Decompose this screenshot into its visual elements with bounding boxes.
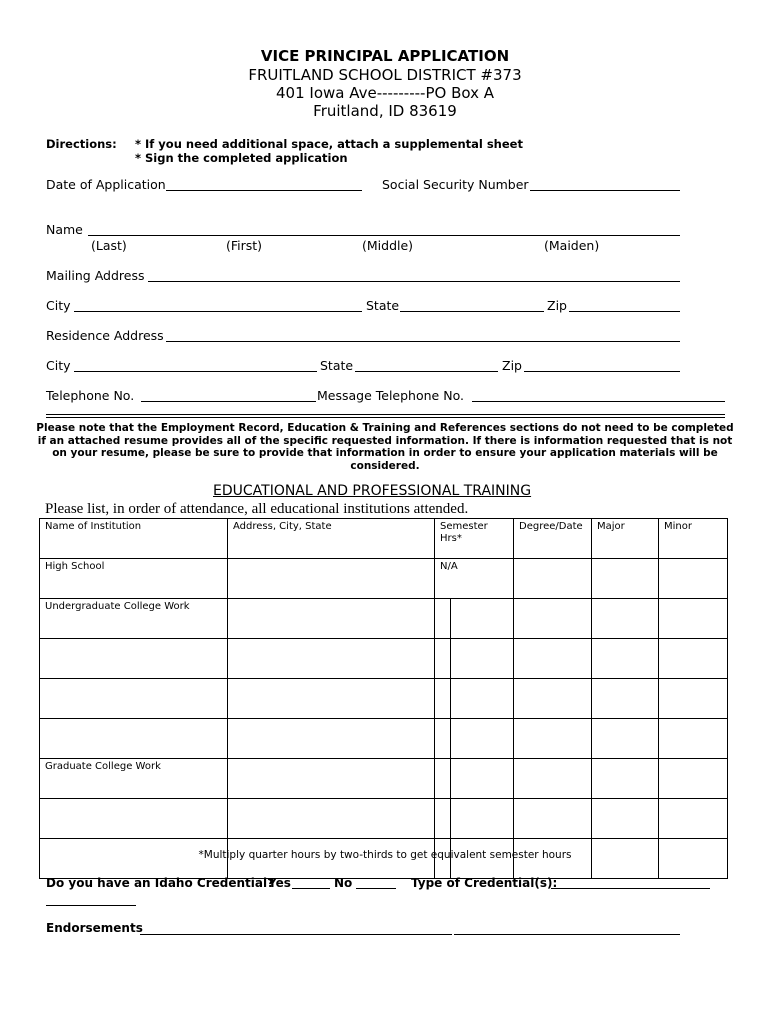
table-cell[interactable] [451, 759, 514, 799]
table-cell[interactable] [435, 639, 451, 679]
district-address: 401 Iowa Ave---------PO Box A [276, 84, 494, 102]
separator-line-top [46, 414, 725, 415]
state-field-2[interactable] [355, 371, 498, 372]
district-name: FRUITLAND SCHOOL DISTRICT #373 [248, 66, 522, 84]
table-cell[interactable] [592, 719, 659, 759]
name-label: Name [46, 222, 83, 237]
semester-hours-footnote: *Multiply quarter hours by two-thirds to get equivalent semester hours [198, 849, 572, 861]
message-telephone-field[interactable] [472, 401, 725, 402]
ssn-label: Social Security Number [382, 177, 529, 192]
table-cell[interactable] [659, 639, 728, 679]
credential-type-field[interactable] [551, 888, 710, 889]
mailing-address-field[interactable] [148, 281, 680, 282]
state-label-1: State [366, 298, 400, 313]
residence-address-field[interactable] [166, 341, 680, 342]
table-cell[interactable] [659, 559, 728, 599]
endorsements-label: Endorsements [46, 921, 143, 935]
credential-no-field[interactable] [356, 888, 396, 889]
table-cell[interactable] [40, 799, 228, 839]
row-label-undergraduate[interactable]: Undergraduate College Work [40, 599, 228, 639]
credential-no-label: No [334, 876, 353, 890]
table-cell[interactable] [659, 599, 728, 639]
credential-type-label: Type of Credential(s): [411, 876, 558, 890]
table-cell[interactable] [228, 599, 435, 639]
residence-address-label: Residence Address [46, 328, 164, 343]
form-title: VICE PRINCIPAL APPLICATION [260, 47, 510, 65]
ssn-field[interactable] [530, 190, 680, 191]
resume-note-line-4: considered. [350, 459, 420, 472]
zip-label-2: Zip [502, 358, 522, 373]
table-cell[interactable] [451, 639, 514, 679]
telephone-field[interactable] [141, 401, 316, 402]
col-semester-header: Semester Hrs* [435, 519, 514, 559]
credential-yes-label: Yes [268, 876, 291, 890]
table-cell[interactable] [514, 759, 592, 799]
state-field-1[interactable] [400, 311, 544, 312]
table-cell[interactable] [592, 759, 659, 799]
col-institution-header: Name of Institution [40, 519, 228, 559]
table-cell[interactable] [228, 719, 435, 759]
table-cell[interactable] [435, 719, 451, 759]
zip-field-2[interactable] [524, 371, 680, 372]
table-row [40, 639, 728, 679]
telephone-label: Telephone No. [46, 388, 135, 403]
district-city: Fruitland, ID 83619 [313, 102, 457, 120]
col-degree-header: Degree/Date [514, 519, 592, 559]
message-telephone-label: Message Telephone No. [317, 388, 464, 403]
credential-question: Do you have an Idaho Credential? [46, 876, 275, 890]
table-cell[interactable] [228, 559, 435, 599]
table-cell[interactable] [514, 679, 592, 719]
table-cell[interactable] [514, 599, 592, 639]
table-cell[interactable] [435, 679, 451, 719]
table-cell[interactable] [592, 799, 659, 839]
education-instruction: Please list, in order of attendance, all educational institutions attended. [45, 501, 469, 517]
name-first-caption: (First) [226, 238, 263, 253]
table-cell[interactable] [228, 759, 435, 799]
table-cell[interactable] [514, 719, 592, 759]
table-cell[interactable] [435, 599, 451, 639]
zip-field-1[interactable] [569, 311, 680, 312]
table-cell[interactable] [659, 799, 728, 839]
directions-line-1: * If you need additional space, attach a supplemental sheet [135, 137, 523, 151]
credential-yes-field[interactable] [292, 888, 330, 889]
state-label-2: State [320, 358, 354, 373]
city-label-2: City [46, 358, 71, 373]
table-cell[interactable] [451, 719, 514, 759]
table-row [40, 679, 728, 719]
table-cell[interactable] [435, 799, 451, 839]
table-row [40, 559, 728, 599]
date-of-application-label: Date of Application [46, 177, 166, 192]
name-maiden-caption: (Maiden) [544, 238, 600, 253]
credential-type-field-continued[interactable] [46, 905, 136, 906]
table-cell[interactable] [451, 679, 514, 719]
city-label-1: City [46, 298, 71, 313]
date-of-application-field[interactable] [166, 190, 362, 191]
table-cell[interactable] [228, 679, 435, 719]
high-school-hours[interactable]: N/A [435, 559, 514, 599]
resume-note-line-3: on your resume, please be sure to provide that information in order to ensure your application materials will be [52, 447, 718, 459]
table-cell[interactable] [40, 719, 228, 759]
mailing-address-label: Mailing Address [46, 268, 145, 283]
col-major-header: Major [592, 519, 659, 559]
table-cell[interactable] [451, 599, 514, 639]
table-cell[interactable] [592, 559, 659, 599]
table-row [40, 759, 728, 799]
table-cell[interactable] [592, 599, 659, 639]
table-cell[interactable] [40, 639, 228, 679]
name-field[interactable] [88, 235, 680, 236]
directions-line-2: * Sign the completed application [135, 151, 348, 165]
table-cell[interactable] [40, 679, 228, 719]
table-cell[interactable] [592, 679, 659, 719]
table-cell[interactable] [514, 559, 592, 599]
education-table [39, 518, 728, 879]
table-cell[interactable] [592, 639, 659, 679]
row-label-graduate[interactable]: Graduate College Work [40, 759, 228, 799]
directions-label: Directions: [46, 137, 117, 151]
table-cell[interactable] [514, 639, 592, 679]
separator-line-bottom [46, 417, 725, 418]
resume-note-line-1: Please note that the Employment Record, Education & Training and References sections do not need to be completed [36, 422, 734, 434]
resume-note-line-2: if an attached resume provides all of the specific requested information. If there is information requested that is not [37, 434, 733, 447]
education-header-row [40, 519, 728, 559]
table-cell[interactable] [659, 759, 728, 799]
city-field-1[interactable] [74, 311, 362, 312]
education-heading: EDUCATIONAL AND PROFESSIONAL TRAINING [213, 483, 532, 499]
row-label-high-school[interactable]: High School [40, 559, 228, 599]
city-field-2[interactable] [74, 371, 317, 372]
name-last-caption: (Last) [91, 238, 127, 253]
table-cell[interactable] [659, 719, 728, 759]
endorsements-field-extension[interactable] [454, 934, 680, 935]
table-cell[interactable] [659, 679, 728, 719]
table-row [40, 599, 728, 639]
table-cell[interactable] [435, 759, 451, 799]
zip-label-1: Zip [547, 298, 567, 313]
col-address-header: Address, City, State [228, 519, 435, 559]
table-row [40, 719, 728, 759]
table-cell[interactable] [451, 799, 514, 839]
endorsements-field[interactable] [140, 934, 452, 935]
table-cell[interactable] [514, 799, 592, 839]
col-minor-header: Minor [659, 519, 728, 559]
table-cell[interactable] [228, 639, 435, 679]
table-cell[interactable] [228, 799, 435, 839]
table-row [40, 799, 728, 839]
name-middle-caption: (Middle) [362, 238, 414, 253]
resume-note [0, 422, 770, 472]
